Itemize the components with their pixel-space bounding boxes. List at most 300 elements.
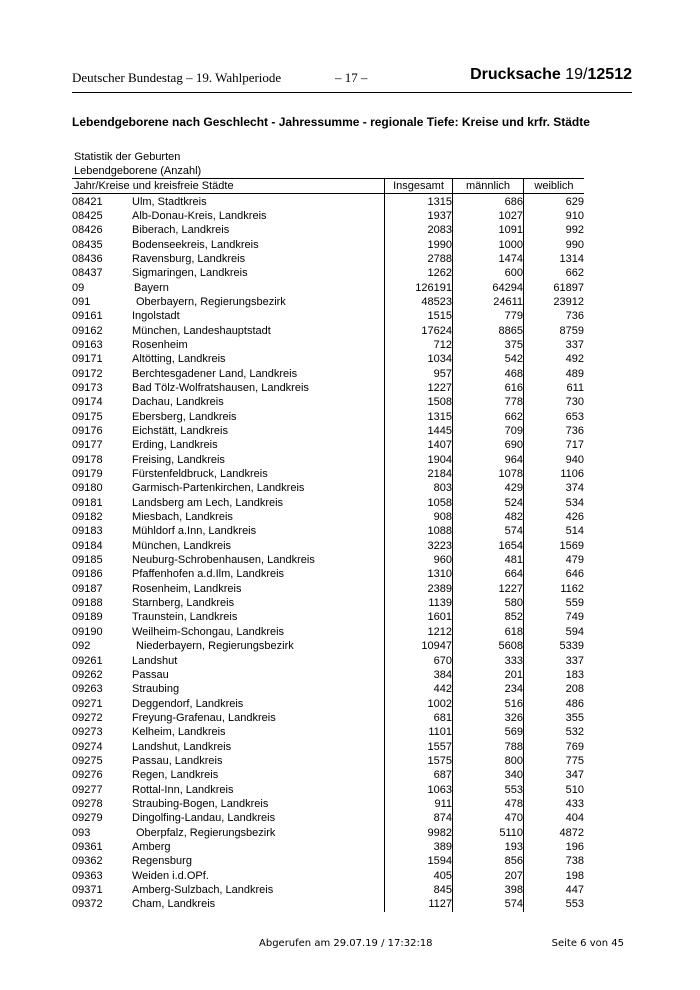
- table-row: [72, 209, 584, 223]
- row-code: 09183: [72, 525, 103, 538]
- row-code: 09161: [72, 310, 103, 323]
- row-code: 09187: [72, 582, 103, 595]
- document-title: Lebendgeborene nach Geschlecht - Jahressumme - regionale Tiefe: Kreise und krfr. Städte: [72, 115, 590, 129]
- row-weiblich: 738: [565, 855, 584, 868]
- row-name: Passau: [132, 668, 385, 682]
- table-row: [72, 366, 584, 380]
- row-insgesamt: 1407: [385, 438, 453, 452]
- row-name: Alb-Donau-Kreis, Landkreis: [132, 209, 385, 223]
- row-maennlich: 779: [453, 309, 524, 323]
- row-weiblich: 208: [565, 683, 584, 696]
- row-weiblich: 749: [565, 611, 584, 624]
- statistic-name: Statistik der Geburten: [74, 151, 181, 163]
- row-code: 09271: [72, 697, 103, 710]
- row-weiblich: 553: [565, 898, 584, 911]
- row-name: Rottal-Inn, Landkreis: [132, 782, 385, 796]
- row-code: 09163: [72, 338, 103, 351]
- row-weiblich: 990: [565, 238, 584, 251]
- row-insgesamt: 911: [385, 797, 453, 811]
- table-row: [72, 883, 584, 897]
- row-code: 08435: [72, 238, 103, 251]
- row-code: 08437: [72, 267, 103, 280]
- row-weiblich: 347: [565, 769, 584, 782]
- row-name: Dingolfing-Landau, Landkreis: [132, 811, 385, 825]
- row-insgesamt: 1212: [385, 625, 453, 639]
- row-code: 09172: [72, 367, 103, 380]
- row-code: 09179: [72, 468, 103, 481]
- table-row: [72, 596, 584, 610]
- row-name: Niederbayern, Regierungsbezirk: [132, 639, 385, 653]
- row-insgesamt: 1088: [385, 524, 453, 538]
- row-insgesamt: 1127: [385, 897, 453, 911]
- row-code: 09180: [72, 482, 103, 495]
- row-maennlich: 5110: [453, 825, 524, 839]
- table-row: [72, 524, 584, 538]
- row-name: Oberpfalz, Regierungsbezirk: [132, 825, 385, 839]
- row-insgesamt: 1904: [385, 453, 453, 467]
- row-code: 09189: [72, 611, 103, 624]
- row-insgesamt: 1002: [385, 696, 453, 710]
- row-name: Erding, Landkreis: [132, 438, 385, 452]
- row-insgesamt: 712: [385, 338, 453, 352]
- row-code: 09372: [72, 898, 103, 911]
- row-code: 08436: [72, 252, 103, 265]
- row-name: München, Landkreis: [132, 539, 385, 553]
- table-row: [72, 897, 584, 911]
- row-maennlich: 8865: [453, 323, 524, 337]
- row-code: 09363: [72, 869, 103, 882]
- row-maennlich: 580: [453, 596, 524, 610]
- row-insgesamt: 845: [385, 883, 453, 897]
- row-name: Altötting, Landkreis: [132, 352, 385, 366]
- row-maennlich: 481: [453, 553, 524, 567]
- row-code: 09162: [72, 324, 103, 337]
- row-maennlich: 1474: [453, 252, 524, 266]
- row-insgesamt: 1937: [385, 209, 453, 223]
- statistic-unit: Lebendgeborene (Anzahl): [74, 165, 202, 177]
- table-row: [72, 338, 584, 352]
- table-row: [72, 280, 584, 294]
- table-row: [72, 711, 584, 725]
- drucksache-number: 12512: [587, 66, 632, 83]
- row-name: Eichstätt, Landkreis: [132, 424, 385, 438]
- row-code: 09274: [72, 740, 103, 753]
- row-maennlich: 1027: [453, 209, 524, 223]
- table-row: [72, 481, 584, 495]
- table-row: [72, 625, 584, 639]
- table-body: [72, 194, 584, 912]
- row-maennlich: 690: [453, 438, 524, 452]
- table-row: [72, 653, 584, 667]
- row-name: Straubing-Bogen, Landkreis: [132, 797, 385, 811]
- row-insgesamt: 10947: [385, 639, 453, 653]
- row-insgesamt: 1058: [385, 496, 453, 510]
- table-row: [72, 782, 584, 796]
- row-maennlich: 1000: [453, 237, 524, 251]
- row-maennlich: 852: [453, 610, 524, 624]
- row-insgesamt: 1508: [385, 395, 453, 409]
- row-name: Bayern: [132, 280, 385, 294]
- row-weiblich: 337: [565, 338, 584, 351]
- row-code: 09188: [72, 597, 103, 610]
- table-row: [72, 567, 584, 581]
- row-maennlich: 686: [453, 194, 524, 209]
- row-name: Traunstein, Landkreis: [132, 610, 385, 624]
- row-maennlich: 856: [453, 854, 524, 868]
- row-insgesamt: 1227: [385, 381, 453, 395]
- table-row: [72, 453, 584, 467]
- row-maennlich: 398: [453, 883, 524, 897]
- row-insgesamt: 1315: [385, 194, 453, 209]
- row-insgesamt: 1594: [385, 854, 453, 868]
- row-insgesamt: 874: [385, 811, 453, 825]
- table-row: [72, 252, 584, 266]
- row-maennlich: 1227: [453, 582, 524, 596]
- row-weiblich: 374: [565, 482, 584, 495]
- row-weiblich: 486: [565, 697, 584, 710]
- row-insgesamt: 389: [385, 840, 453, 854]
- footer-retrieved: Abgerufen am 29.07.19 / 17:32:18: [259, 938, 433, 949]
- row-name: Garmisch-Partenkirchen, Landkreis: [132, 481, 385, 495]
- table-row: [72, 266, 584, 280]
- table-row: [72, 410, 584, 424]
- table-row: [72, 869, 584, 883]
- row-insgesamt: 384: [385, 668, 453, 682]
- table-row: [72, 194, 584, 209]
- row-maennlich: 516: [453, 696, 524, 710]
- row-name: Mühldorf a.Inn, Landkreis: [132, 524, 385, 538]
- row-maennlich: 664: [453, 567, 524, 581]
- row-code: 08426: [72, 224, 103, 237]
- row-weiblich: 404: [565, 812, 584, 825]
- row-maennlich: 234: [453, 682, 524, 696]
- drucksache-prefix: 19/: [560, 66, 588, 83]
- row-code: 09279: [72, 812, 103, 825]
- row-name: Pfaffenhofen a.d.Ilm, Landkreis: [132, 567, 385, 581]
- row-weiblich: 479: [565, 554, 584, 567]
- row-name: Ulm, Stadtkreis: [132, 194, 385, 209]
- row-maennlich: 478: [453, 797, 524, 811]
- header-region: Jahr/Kreise und kreisfreie Städte: [72, 179, 385, 194]
- row-maennlich: 375: [453, 338, 524, 352]
- row-weiblich: 736: [565, 310, 584, 323]
- row-weiblich: 775: [565, 754, 584, 767]
- row-insgesamt: 9982: [385, 825, 453, 839]
- row-insgesamt: 1034: [385, 352, 453, 366]
- row-weiblich: 730: [565, 396, 584, 409]
- row-name: Kelheim, Landkreis: [132, 725, 385, 739]
- table-row: [72, 739, 584, 753]
- table-row: [72, 424, 584, 438]
- table-row: [72, 696, 584, 710]
- row-code: 09371: [72, 884, 103, 897]
- row-maennlich: 1078: [453, 467, 524, 481]
- row-weiblich: 940: [565, 453, 584, 466]
- row-name: Amberg: [132, 840, 385, 854]
- row-maennlich: 524: [453, 496, 524, 510]
- row-maennlich: 788: [453, 739, 524, 753]
- row-weiblich: 198: [565, 869, 584, 882]
- row-maennlich: 1091: [453, 223, 524, 237]
- row-insgesamt: 3223: [385, 539, 453, 553]
- row-name: Passau, Landkreis: [132, 754, 385, 768]
- row-maennlich: 326: [453, 711, 524, 725]
- table-row: [72, 668, 584, 682]
- table-row: [72, 510, 584, 524]
- header-drucksache: [470, 66, 632, 84]
- row-maennlich: 709: [453, 424, 524, 438]
- table-row: [72, 854, 584, 868]
- row-name: Starnberg, Landkreis: [132, 596, 385, 610]
- table-row: [72, 811, 584, 825]
- row-name: Freising, Landkreis: [132, 453, 385, 467]
- row-code: 09186: [72, 568, 103, 581]
- row-insgesamt: 1101: [385, 725, 453, 739]
- row-weiblich: 1569: [559, 539, 584, 552]
- row-maennlich: 778: [453, 395, 524, 409]
- row-code: 09173: [72, 381, 103, 394]
- row-insgesamt: 681: [385, 711, 453, 725]
- row-maennlich: 24611: [453, 295, 524, 309]
- row-weiblich: 183: [565, 668, 584, 681]
- row-maennlich: 542: [453, 352, 524, 366]
- table-row: [72, 754, 584, 768]
- table-row: [72, 639, 584, 653]
- row-code: 08425: [72, 209, 103, 222]
- row-name: Miesbach, Landkreis: [132, 510, 385, 524]
- table-row: [72, 797, 584, 811]
- row-code: 093: [72, 826, 91, 839]
- row-weiblich: 426: [565, 511, 584, 524]
- row-weiblich: 4872: [559, 826, 584, 839]
- row-insgesamt: 405: [385, 869, 453, 883]
- table-row: [72, 768, 584, 782]
- row-weiblich: 629: [565, 195, 584, 208]
- row-weiblich: 662: [565, 267, 584, 280]
- page-header: [72, 62, 632, 93]
- row-insgesamt: 1445: [385, 424, 453, 438]
- row-name: Berchtesgadener Land, Landkreis: [132, 366, 385, 380]
- table-row: [72, 553, 584, 567]
- row-code: 09184: [72, 539, 103, 552]
- row-code: 09362: [72, 855, 103, 868]
- row-insgesamt: 1139: [385, 596, 453, 610]
- table-row: [72, 352, 584, 366]
- row-code: 092: [72, 640, 91, 653]
- row-maennlich: 340: [453, 768, 524, 782]
- row-weiblich: 559: [565, 597, 584, 610]
- row-name: Landshut: [132, 653, 385, 667]
- row-weiblich: 717: [565, 439, 584, 452]
- row-weiblich: 736: [565, 425, 584, 438]
- row-name: Landsberg am Lech, Landkreis: [132, 496, 385, 510]
- row-maennlich: 468: [453, 366, 524, 380]
- row-name: Neuburg-Schrobenhausen, Landkreis: [132, 553, 385, 567]
- row-code: 09171: [72, 353, 103, 366]
- row-insgesamt: 1262: [385, 266, 453, 280]
- row-insgesamt: 957: [385, 366, 453, 380]
- row-insgesamt: 2083: [385, 223, 453, 237]
- row-name: Sigmaringen, Landkreis: [132, 266, 385, 280]
- row-code: 09185: [72, 554, 103, 567]
- row-maennlich: 5608: [453, 639, 524, 653]
- row-weiblich: 489: [565, 367, 584, 380]
- row-weiblich: 992: [565, 224, 584, 237]
- row-insgesamt: 442: [385, 682, 453, 696]
- row-weiblich: 611: [566, 381, 584, 394]
- row-name: Straubing: [132, 682, 385, 696]
- row-name: Regensburg: [132, 854, 385, 868]
- row-name: Rosenheim: [132, 338, 385, 352]
- row-insgesamt: 48523: [385, 295, 453, 309]
- row-name: Weiden i.d.OPf.: [132, 869, 385, 883]
- row-weiblich: 447: [565, 884, 584, 897]
- row-maennlich: 569: [453, 725, 524, 739]
- row-name: Ebersberg, Landkreis: [132, 410, 385, 424]
- table-row: [72, 496, 584, 510]
- row-insgesamt: 1575: [385, 754, 453, 768]
- row-weiblich: 5339: [559, 640, 584, 653]
- row-weiblich: 492: [565, 353, 584, 366]
- row-name: Deggendorf, Landkreis: [132, 696, 385, 710]
- table-row: [72, 582, 584, 596]
- row-maennlich: 429: [453, 481, 524, 495]
- row-maennlich: 618: [453, 625, 524, 639]
- row-weiblich: 23912: [553, 295, 584, 308]
- table-row: [72, 395, 584, 409]
- row-weiblich: 1162: [560, 582, 584, 595]
- births-table: [72, 178, 584, 912]
- row-name: Bodenseekreis, Landkreis: [132, 237, 385, 251]
- row-weiblich: 769: [565, 740, 584, 753]
- row-insgesamt: 908: [385, 510, 453, 524]
- header-page-number: – 17 –: [335, 70, 368, 85]
- row-code: 09: [72, 281, 85, 294]
- row-maennlich: 64294: [453, 280, 524, 294]
- row-insgesamt: 1601: [385, 610, 453, 624]
- row-maennlich: 574: [453, 897, 524, 911]
- row-name: Regen, Landkreis: [132, 768, 385, 782]
- table-row: [72, 295, 584, 309]
- row-code: 09275: [72, 754, 103, 767]
- row-insgesamt: 1310: [385, 567, 453, 581]
- row-name: Bad Tölz-Wolfratshausen, Landkreis: [132, 381, 385, 395]
- row-weiblich: 910: [565, 209, 584, 222]
- row-code: 09361: [72, 840, 103, 853]
- header-maennlich: männlich: [453, 179, 524, 194]
- table-row: [72, 237, 584, 251]
- row-name: Dachau, Landkreis: [132, 395, 385, 409]
- row-insgesamt: 1315: [385, 410, 453, 424]
- row-maennlich: 964: [453, 453, 524, 467]
- row-code: 09174: [72, 396, 103, 409]
- row-weiblich: 337: [565, 654, 584, 667]
- row-weiblich: 196: [565, 840, 584, 853]
- row-name: Ravensburg, Landkreis: [132, 252, 385, 266]
- drucksache-label: Drucksache: [470, 66, 561, 83]
- row-maennlich: 616: [453, 381, 524, 395]
- row-code: 09277: [72, 783, 103, 796]
- table-row: [72, 309, 584, 323]
- row-weiblich: 355: [565, 711, 584, 724]
- row-name: Freyung-Grafenau, Landkreis: [132, 711, 385, 725]
- row-name: Ingolstadt: [132, 309, 385, 323]
- row-maennlich: 207: [453, 869, 524, 883]
- footer-page: Seite 6 von 45: [551, 938, 624, 949]
- row-insgesamt: 803: [385, 481, 453, 495]
- row-weiblich: 594: [565, 625, 584, 638]
- row-insgesamt: 1063: [385, 782, 453, 796]
- row-insgesamt: 2184: [385, 467, 453, 481]
- row-code: 09272: [72, 711, 103, 724]
- row-code: 09278: [72, 797, 103, 810]
- row-code: 09178: [72, 453, 103, 466]
- row-insgesamt: 687: [385, 768, 453, 782]
- table-row: [72, 223, 584, 237]
- row-name: München, Landeshauptstadt: [132, 323, 385, 337]
- row-insgesamt: 670: [385, 653, 453, 667]
- row-weiblich: 653: [565, 410, 584, 423]
- table-row: [72, 682, 584, 696]
- row-weiblich: 8759: [559, 324, 584, 337]
- header-publication: Deutscher Bundestag – 19. Wahlperiode: [72, 70, 282, 85]
- row-maennlich: 482: [453, 510, 524, 524]
- row-code: 09273: [72, 726, 103, 739]
- row-insgesamt: 1515: [385, 309, 453, 323]
- row-name: Rosenheim, Landkreis: [132, 582, 385, 596]
- table-row: [72, 323, 584, 337]
- table-row: [72, 381, 584, 395]
- table-row: [72, 467, 584, 481]
- row-maennlich: 1654: [453, 539, 524, 553]
- row-weiblich: 510: [565, 783, 584, 796]
- table-row: [72, 610, 584, 624]
- row-maennlich: 574: [453, 524, 524, 538]
- table-row: [72, 539, 584, 553]
- row-code: 09261: [72, 654, 103, 667]
- row-name: Fürstenfeldbruck, Landkreis: [132, 467, 385, 481]
- table-row: [72, 825, 584, 839]
- row-weiblich: 433: [565, 797, 584, 810]
- row-insgesamt: 960: [385, 553, 453, 567]
- row-insgesamt: 1557: [385, 739, 453, 753]
- row-code: 09262: [72, 668, 103, 681]
- row-name: Landshut, Landkreis: [132, 739, 385, 753]
- table-row: [72, 840, 584, 854]
- row-insgesamt: 17624: [385, 323, 453, 337]
- row-maennlich: 662: [453, 410, 524, 424]
- table-row: [72, 725, 584, 739]
- row-maennlich: 333: [453, 653, 524, 667]
- row-name: Biberach, Landkreis: [132, 223, 385, 237]
- row-weiblich: 1106: [560, 468, 584, 481]
- table-row: [72, 438, 584, 452]
- row-insgesamt: 2788: [385, 252, 453, 266]
- row-name: Cham, Landkreis: [132, 897, 385, 911]
- row-weiblich: 646: [565, 568, 584, 581]
- row-code: 09263: [72, 683, 103, 696]
- row-weiblich: 1314: [559, 252, 584, 265]
- table-header-row: [72, 179, 584, 194]
- row-maennlich: 553: [453, 782, 524, 796]
- row-maennlich: 800: [453, 754, 524, 768]
- row-code: 09175: [72, 410, 103, 423]
- row-weiblich: 534: [565, 496, 584, 509]
- row-weiblich: 61897: [553, 281, 584, 294]
- row-code: 09182: [72, 511, 103, 524]
- row-maennlich: 600: [453, 266, 524, 280]
- row-maennlich: 201: [453, 668, 524, 682]
